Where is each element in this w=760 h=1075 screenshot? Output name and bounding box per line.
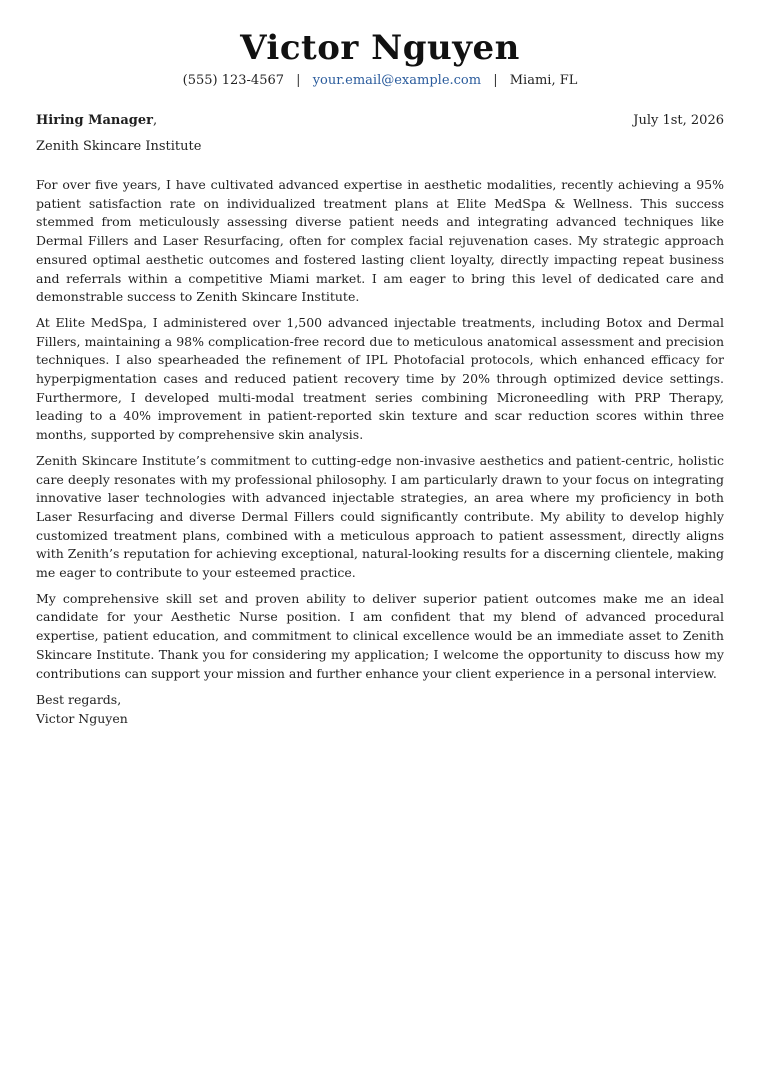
recipient-name-suffix: , xyxy=(152,113,158,128)
letter-body xyxy=(36,176,724,683)
contact-separator: | xyxy=(296,73,301,88)
body-paragraph-2: At Elite MedSpa, I administered over 1,500 advanced injectable treatments, including Botox and Dermal Fillers, maintaining a 98% complication-free record due to meticulous anatomical assessment and precision techniques. I also spearheaded the refinement of IPL Photofacial protocols, which enhanced efficacy for hyperpigmentation cases and reduced patient recovery time by 20% through optimized device settings. Furthermore, I developed multi-modal treatment series combining Microneedling with PRP Therapy, leading to a 40% improvement in patient-reported skin texture and scar reduction scores within three months, supported by comprehensive skin analysis. xyxy=(36,314,724,443)
body-paragraph-4: My comprehensive skill set and proven ability to deliver superior patient outcomes make me an ideal candidate for your Aesthetic Nurse position. I am confident that my blend of advanced procedural expertise, patient education, and commitment to clinical excellence would be an immediate asset to Zenith Skincare Institute. Thank you for considering my application; I welcome the opportunity to discuss how my contributions can support your mission and further enhance your client experience in a personal interview. xyxy=(36,590,724,681)
applicant-name: Victor Nguyen xyxy=(240,28,520,68)
recipient-row xyxy=(36,112,724,130)
recipient-name: Hiring Manager xyxy=(36,113,153,128)
recipient-company: Zenith Skincare Institute xyxy=(36,139,202,154)
closing-block xyxy=(36,690,724,728)
phone-number: (555) 123-4567 xyxy=(182,73,285,88)
contact-line xyxy=(36,72,724,90)
recipient-block xyxy=(36,112,157,130)
signature-name: Victor Nguyen xyxy=(36,711,128,727)
closing-salutation: Best regards, xyxy=(36,692,122,708)
letter-date: July 1st, 2026 xyxy=(633,113,724,128)
location: Miami, FL xyxy=(509,73,578,88)
body-paragraph-1: For over five years, I have cultivated advanced expertise in aesthetic modalities, recently achieving a 95% patient satisfaction rate on individualized treatment plans at Elite MedSpa & Wellness. This success stemmed from meticulously assessing diverse patient needs and integrating advanced techniques like Dermal Fillers and Laser Resurfacing, often for complex facial rejuvenation cases. My strategic approach ensured optimal aesthetic outcomes and fostered lasting client loyalty, directly impacting repeat business and referrals within a competitive Miami market. I am eager to bring this level of dedicated care and demonstrable success to Zenith Skincare Institute. xyxy=(36,177,724,305)
contact-separator: | xyxy=(493,73,498,88)
body-paragraph-3: Zenith Skincare Institute’s commitment to cutting-edge non-invasive aesthetics and patient-centric, holistic care deeply resonates with my professional philosophy. I am particularly drawn to your focus on integrating innovative laser technologies with advanced injectable strategies, an area where my proficiency in both Laser Resurfacing and diverse Dermal Fillers could significantly contribute. My ability to develop highly customized treatment plans, combined with a meticulous approach to patient assessment, directly aligns with Zenith’s reputation for achieving exceptional, natural-looking results for a discerning clientele, making me eager to contribute to your esteemed practice. xyxy=(36,452,724,581)
email-link[interactable]: your.email@example.com xyxy=(312,73,482,88)
